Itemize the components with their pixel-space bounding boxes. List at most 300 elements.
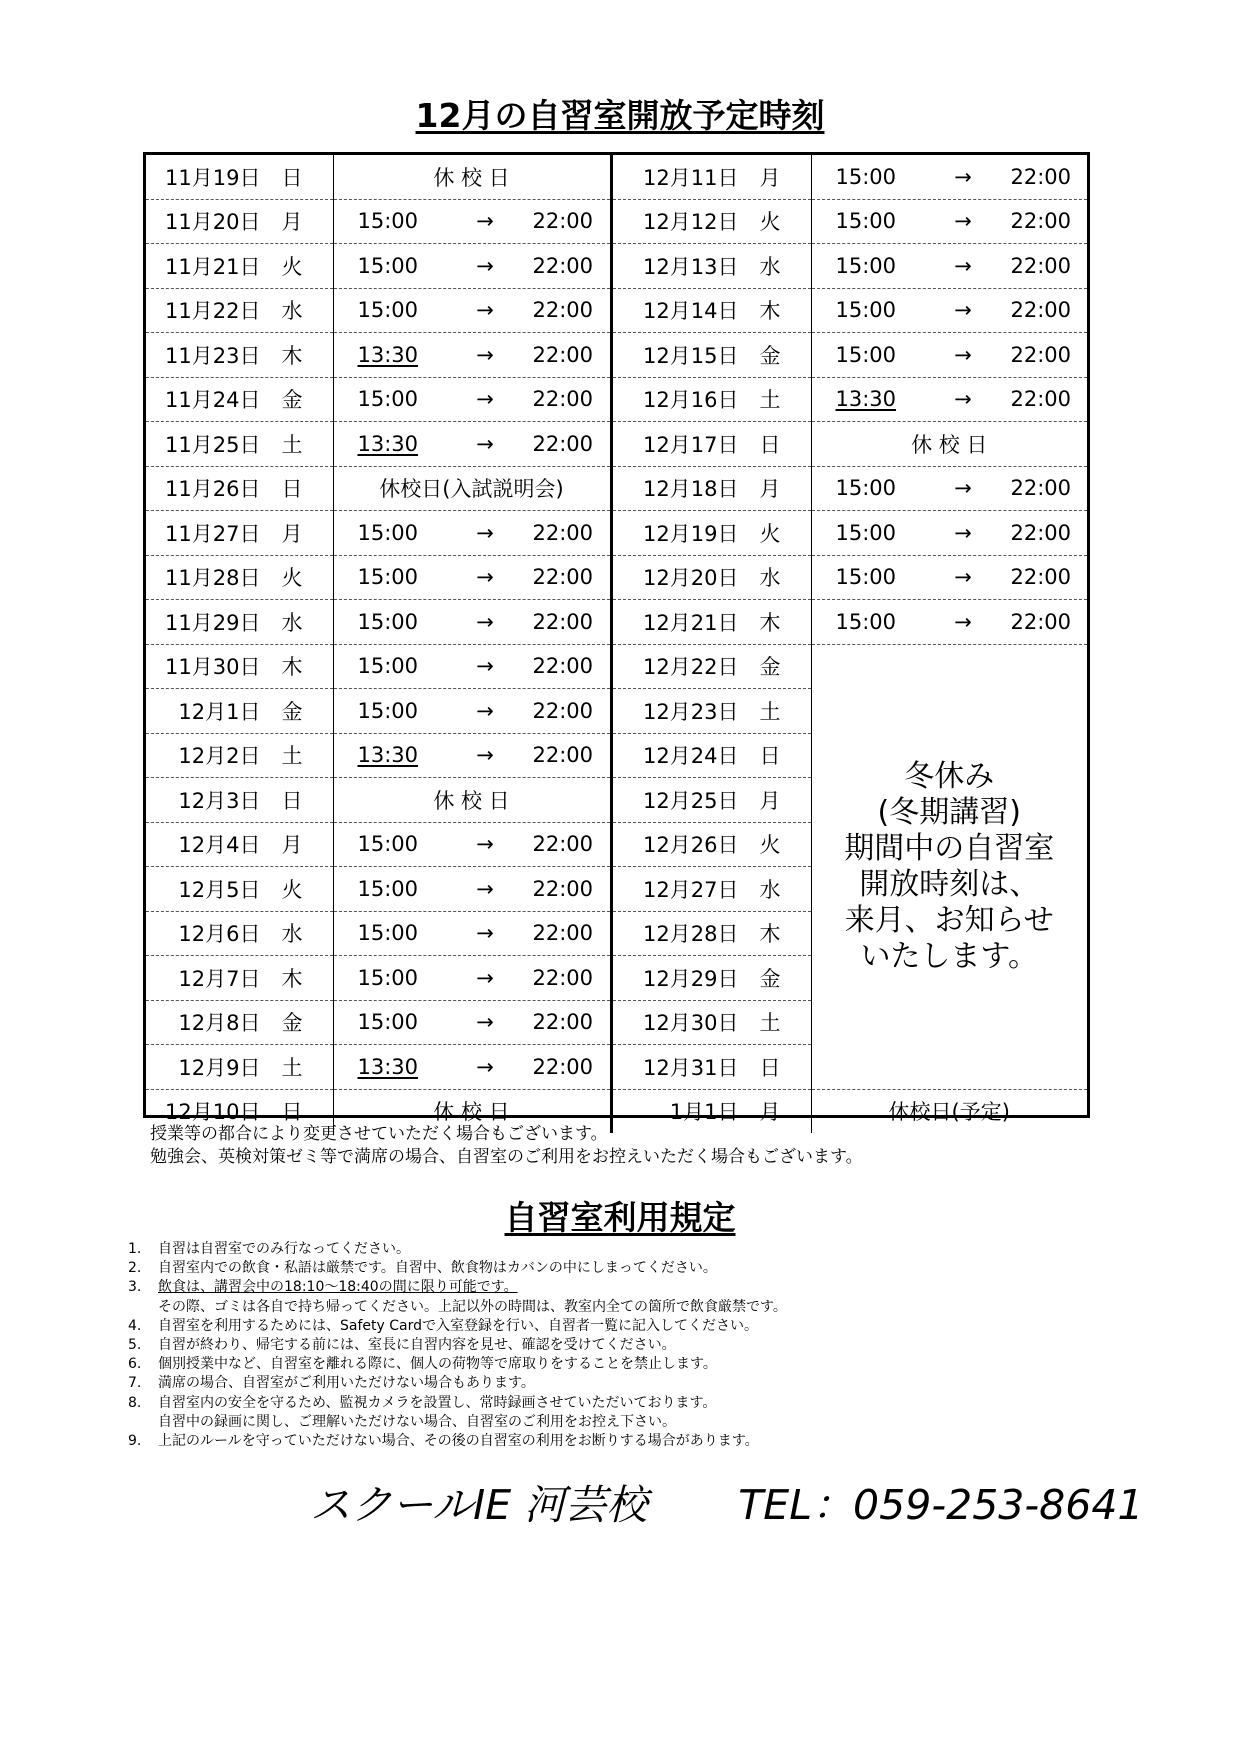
date-cell — [146, 911, 333, 956]
start-time: 15:00 — [835, 253, 897, 278]
date-text: 11月24日 — [165, 388, 261, 413]
rule-item — [128, 1413, 787, 1432]
end-time: 22:00 — [1010, 298, 1072, 323]
hours-cell — [333, 911, 611, 956]
arrow-icon: → — [954, 298, 972, 323]
start-time: 15:00 — [357, 832, 419, 857]
date-text: 12月13日 — [643, 254, 739, 279]
arrow-icon: → — [954, 342, 972, 367]
hours-cell — [811, 199, 1087, 244]
arrow-icon: → — [954, 253, 972, 278]
winter-notice-line: 来月、お知らせ — [844, 902, 1054, 938]
date-cell — [146, 555, 333, 600]
date-cell — [611, 778, 811, 823]
weekday-text: 火 — [281, 566, 303, 591]
date-cell — [146, 1045, 333, 1090]
schedule-row — [146, 333, 1087, 378]
date-text: 11月19日 — [165, 165, 261, 190]
date-text: 12月27日 — [643, 877, 739, 902]
schedule-row — [146, 155, 1087, 199]
start-time: 15:00 — [357, 654, 419, 679]
hours-cell — [333, 1045, 611, 1090]
rule-item — [128, 1317, 787, 1336]
hours-cell — [333, 822, 611, 867]
start-time: 13:30 — [357, 431, 419, 456]
rule-text: 上記のルールを守っていただけない場合、その後の自習室の利用をお断りする場合があります。 — [158, 1433, 759, 1450]
weekday-text: 月 — [759, 477, 781, 502]
weekday-text: 水 — [281, 299, 303, 324]
hours-cell — [333, 333, 611, 378]
schedule-row — [146, 377, 1087, 422]
date-cell — [146, 511, 333, 556]
date-text: 12月7日 — [178, 966, 261, 991]
date-cell — [611, 733, 811, 778]
weekday-text: 月 — [759, 788, 781, 813]
note-line: 勉強会、英検対策ゼミ等で満席の場合、自習室のご利用をお控えいただく場合もございます。 — [150, 1147, 863, 1167]
weekday-text: 木 — [281, 966, 303, 991]
date-cell — [611, 199, 811, 244]
weekday-text: 金 — [281, 699, 303, 724]
start-time: 15:00 — [357, 565, 419, 590]
date-text: 12月23日 — [643, 699, 739, 724]
hours-cell — [333, 555, 611, 600]
rule-text: 自習室内での飲食・私語は厳禁です。自習中、飲食物はカバンの中にしまってください。 — [158, 1260, 717, 1277]
date-cell — [146, 199, 333, 244]
date-text: 12月31日 — [643, 1055, 739, 1080]
winter-notice-line: 冬休み — [904, 758, 995, 794]
date-text: 12月14日 — [643, 299, 739, 324]
weekday-text: 月 — [759, 1100, 781, 1125]
arrow-icon: → — [476, 698, 494, 723]
rule-item — [128, 1278, 787, 1297]
date-text: 12月24日 — [643, 744, 739, 769]
date-text: 12月18日 — [643, 477, 739, 502]
rule-text: 飲食は、講習会中の18:10～18:40の間に限り可能です。 — [158, 1279, 518, 1296]
end-time: 22:00 — [532, 342, 594, 367]
arrow-icon: → — [954, 565, 972, 590]
end-time: 22:00 — [532, 965, 594, 990]
start-time: 15:00 — [835, 565, 897, 590]
end-time: 22:00 — [532, 298, 594, 323]
rule-number: 9. — [128, 1433, 142, 1450]
date-cell — [146, 778, 333, 823]
date-cell — [146, 377, 333, 422]
end-time: 22:00 — [1010, 476, 1072, 501]
weekday-text: 土 — [759, 1011, 781, 1036]
end-time: 22:00 — [532, 921, 594, 946]
date-cell — [611, 422, 811, 467]
schedule-row — [146, 555, 1087, 600]
schedule-row — [146, 511, 1087, 556]
hours-cell — [811, 333, 1087, 378]
date-text: 12月28日 — [643, 922, 739, 947]
hours-cell — [811, 466, 1087, 511]
weekday-text: 木 — [759, 610, 781, 635]
schedule-row — [146, 600, 1087, 645]
date-text: 11月29日 — [165, 610, 261, 635]
weekday-text: 土 — [759, 699, 781, 724]
date-text: 12月10日 — [165, 1100, 261, 1125]
date-cell — [611, 244, 811, 289]
arrow-icon: → — [954, 387, 972, 412]
date-text: 11月27日 — [165, 521, 261, 546]
date-text: 12月21日 — [643, 610, 739, 635]
date-text: 12月8日 — [178, 1011, 261, 1036]
rule-text: その際、ゴミは各自で持ち帰ってください。上記以外の時間は、教室内全ての箇所で飲食厳禁です。 — [158, 1298, 787, 1315]
rule-number: 1. — [128, 1241, 142, 1257]
weekday-text: 火 — [759, 521, 781, 546]
end-time: 22:00 — [532, 698, 594, 723]
end-time: 22:00 — [532, 743, 594, 768]
rule-item — [128, 1240, 787, 1259]
date-text: 1月1日 — [669, 1100, 739, 1125]
end-time: 22:00 — [532, 565, 594, 590]
weekday-text: 木 — [281, 343, 303, 368]
start-time: 15:00 — [357, 520, 419, 545]
date-cell — [611, 466, 811, 511]
date-text: 12月11日 — [643, 165, 739, 190]
date-text: 12月9日 — [178, 1055, 261, 1080]
start-time: 15:00 — [835, 164, 897, 189]
rule-number: 5. — [128, 1337, 142, 1354]
weekday-text: 土 — [281, 744, 303, 769]
weekday-text: 土 — [281, 432, 303, 457]
date-cell — [611, 867, 811, 912]
rule-item — [128, 1432, 787, 1451]
date-cell — [146, 867, 333, 912]
hours-cell — [811, 555, 1087, 600]
date-text: 12月15日 — [643, 343, 739, 368]
arrow-icon: → — [476, 387, 494, 412]
closed-cell: 休校日(予定) — [888, 1100, 1010, 1125]
date-cell — [146, 244, 333, 289]
date-text: 12月2日 — [178, 744, 261, 769]
arrow-icon: → — [476, 921, 494, 946]
closed-cell: 休 校 日 — [333, 778, 611, 823]
date-cell — [146, 1000, 333, 1045]
rules-list — [128, 1240, 787, 1451]
rule-item — [128, 1259, 787, 1278]
weekday-text: 水 — [281, 610, 303, 635]
date-cell — [611, 644, 811, 689]
date-text: 11月25日 — [165, 432, 261, 457]
arrow-icon: → — [476, 253, 494, 278]
date-cell — [611, 689, 811, 734]
date-text: 12月12日 — [643, 210, 739, 235]
hours-cell — [333, 1000, 611, 1045]
end-time: 22:00 — [1010, 164, 1072, 189]
winter-notice-cell — [811, 644, 1087, 1089]
end-time: 22:00 — [1010, 565, 1072, 590]
date-cell — [611, 555, 811, 600]
rule-text: 自習が終わり、帰宅する前には、室長に自習内容を見せ、確認を受けてください。 — [158, 1337, 676, 1354]
end-time: 22:00 — [532, 387, 594, 412]
hours-cell — [811, 377, 1087, 422]
rule-text: 自習中の録画に関し、ご理解いただけない場合、自習室のご利用をお控え下さい。 — [158, 1413, 676, 1430]
start-time: 13:30 — [835, 387, 897, 412]
rule-number: 3. — [128, 1279, 142, 1296]
hours-cell — [333, 377, 611, 422]
arrow-icon: → — [476, 965, 494, 990]
date-text: 11月28日 — [165, 566, 261, 591]
end-time: 22:00 — [532, 520, 594, 545]
hours-cell — [811, 511, 1087, 556]
date-cell — [146, 733, 333, 778]
start-time: 15:00 — [357, 921, 419, 946]
date-cell — [611, 377, 811, 422]
start-time: 13:30 — [357, 342, 419, 367]
date-cell — [146, 466, 333, 511]
end-time: 22:00 — [1010, 342, 1072, 367]
hours-cell — [811, 155, 1087, 199]
date-cell — [611, 1000, 811, 1045]
date-cell — [611, 911, 811, 956]
closed-cell: 休校日(入試説明会) — [333, 466, 611, 511]
arrow-icon: → — [476, 654, 494, 679]
date-cell — [611, 511, 811, 556]
date-text: 12月20日 — [643, 566, 739, 591]
end-time: 22:00 — [532, 1010, 594, 1035]
arrow-icon: → — [954, 520, 972, 545]
weekday-text: 木 — [759, 299, 781, 324]
arrow-icon: → — [476, 743, 494, 768]
start-time: 15:00 — [357, 1010, 419, 1035]
end-time: 22:00 — [532, 876, 594, 901]
arrow-icon: → — [954, 164, 972, 189]
rule-text: 自習室内の安全を守るため、監視カメラを設置し、常時録画させていただいております。 — [158, 1394, 717, 1411]
rule-text: 自習は自習室でのみ行なってください。 — [158, 1241, 410, 1257]
weekday-text: 土 — [759, 388, 781, 413]
schedule-row — [146, 466, 1087, 511]
date-cell — [146, 422, 333, 467]
schedule-row — [146, 244, 1087, 289]
start-time: 13:30 — [357, 743, 419, 768]
end-time: 22:00 — [1010, 387, 1072, 412]
arrow-icon: → — [476, 565, 494, 590]
arrow-icon: → — [476, 1010, 494, 1035]
date-cell — [611, 956, 811, 1001]
arrow-icon: → — [954, 609, 972, 634]
hours-cell — [333, 422, 611, 467]
weekday-text: 火 — [281, 877, 303, 902]
hours-cell — [333, 956, 611, 1001]
date-cell — [146, 333, 333, 378]
date-text: 12月26日 — [643, 833, 739, 858]
date-text: 12月25日 — [643, 788, 739, 813]
rule-number: 8. — [128, 1394, 142, 1411]
weekday-text: 日 — [759, 1055, 781, 1080]
weekday-text: 月 — [281, 210, 303, 235]
weekday-text: 日 — [759, 744, 781, 769]
weekday-text: 日 — [281, 477, 303, 502]
weekday-text: 日 — [281, 165, 303, 190]
date-text: 12月29日 — [643, 966, 739, 991]
weekday-text: 日 — [281, 788, 303, 813]
date-cell — [146, 600, 333, 645]
start-time: 15:00 — [357, 387, 419, 412]
arrow-icon: → — [476, 876, 494, 901]
winter-notice-line: 期間中の自習室 — [844, 830, 1055, 866]
rule-text: 満席の場合、自習室がご利用いただけない場合もあります。 — [158, 1375, 535, 1392]
weekday-text: 火 — [759, 833, 781, 858]
date-text: 12月16日 — [643, 388, 739, 413]
start-time: 15:00 — [835, 476, 897, 501]
end-time: 22:00 — [1010, 209, 1072, 234]
arrow-icon: → — [954, 476, 972, 501]
weekday-text: 金 — [281, 388, 303, 413]
hours-cell — [333, 689, 611, 734]
schedule-row — [146, 199, 1087, 244]
rule-text: 自習室を利用するためには、Safety Cardで入室登録を行い、自習者一覧に記入してください。 — [158, 1317, 758, 1334]
weekday-text: 水 — [281, 922, 303, 947]
weekday-text: 木 — [759, 922, 781, 947]
date-text: 12月1日 — [178, 699, 261, 724]
weekday-text: 月 — [759, 165, 781, 190]
end-time: 22:00 — [1010, 520, 1072, 545]
end-time: 22:00 — [532, 209, 594, 234]
hours-cell — [333, 600, 611, 645]
end-time: 22:00 — [532, 1054, 594, 1079]
end-time: 22:00 — [532, 431, 594, 456]
date-cell — [146, 155, 333, 199]
hours-cell — [811, 600, 1087, 645]
date-cell — [611, 155, 811, 199]
start-time: 15:00 — [357, 253, 419, 278]
start-time: 15:00 — [835, 298, 897, 323]
hours-cell — [333, 288, 611, 333]
hours-cell — [333, 244, 611, 289]
schedule-row — [146, 288, 1087, 333]
winter-notice-line: いたします。 — [860, 938, 1039, 974]
end-time: 22:00 — [532, 253, 594, 278]
weekday-text: 水 — [759, 566, 781, 591]
date-text: 11月22日 — [165, 299, 261, 324]
date-text: 12月22日 — [643, 655, 739, 680]
weekday-text: 水 — [759, 877, 781, 902]
rule-item — [128, 1374, 787, 1393]
hours-cell — [333, 511, 611, 556]
date-text: 12月17日 — [643, 432, 739, 457]
end-time: 22:00 — [532, 654, 594, 679]
weekday-text: 金 — [759, 655, 781, 680]
arrow-icon: → — [476, 520, 494, 545]
weekday-text: 火 — [759, 210, 781, 235]
hours-cell — [811, 288, 1087, 333]
rule-number: 4. — [128, 1317, 142, 1334]
arrow-icon: → — [476, 209, 494, 234]
hours-cell — [333, 644, 611, 689]
note-line: 授業等の都合により変更させていただく場合もございます。 — [150, 1124, 608, 1144]
rule-number: 6. — [128, 1356, 142, 1373]
weekday-text: 火 — [281, 254, 303, 279]
rule-item — [128, 1336, 787, 1355]
phone-number: TEL：059-253-8641 — [738, 1481, 1144, 1529]
notes — [150, 1123, 863, 1169]
weekday-text: 土 — [281, 1055, 303, 1080]
rule-text: 個別授業中など、自習室を離れる際に、個人の荷物等で席取りをすることを禁止します。 — [158, 1356, 717, 1373]
arrow-icon: → — [476, 832, 494, 857]
weekday-text: 日 — [759, 432, 781, 457]
rule-item — [128, 1355, 787, 1374]
start-time: 15:00 — [835, 342, 897, 367]
date-cell — [611, 600, 811, 645]
date-text: 11月23日 — [165, 343, 261, 368]
start-time: 15:00 — [357, 698, 419, 723]
date-cell — [611, 333, 811, 378]
arrow-icon: → — [476, 298, 494, 323]
date-cell — [146, 288, 333, 333]
date-text: 11月21日 — [165, 254, 261, 279]
date-text: 11月20日 — [165, 210, 261, 235]
schedule-table — [143, 152, 1090, 1125]
end-time: 22:00 — [1010, 609, 1072, 634]
rule-item — [128, 1298, 787, 1317]
arrow-icon: → — [476, 431, 494, 456]
schedule-row — [146, 422, 1087, 467]
closed-cell: 休 校 日 — [811, 422, 1087, 467]
start-time: 15:00 — [835, 520, 897, 545]
date-cell — [146, 644, 333, 689]
rule-number: 7. — [128, 1375, 142, 1392]
end-time: 22:00 — [532, 832, 594, 857]
date-text: 12月19日 — [643, 521, 739, 546]
footer — [310, 1472, 1144, 1531]
weekday-text: 金 — [759, 343, 781, 368]
date-text: 12月4日 — [178, 833, 261, 858]
hours-cell — [333, 199, 611, 244]
weekday-text: 木 — [281, 655, 303, 680]
rule-item — [128, 1394, 787, 1413]
date-cell — [611, 822, 811, 867]
date-text: 12月6日 — [178, 922, 261, 947]
winter-notice-line: 開放時刻は、 — [859, 866, 1040, 902]
start-time: 15:00 — [357, 609, 419, 634]
rule-number: 2. — [128, 1260, 142, 1277]
closed-cell: 休 校 日 — [333, 155, 611, 199]
date-text: 12月5日 — [178, 877, 261, 902]
start-time: 15:00 — [835, 209, 897, 234]
start-time: 15:00 — [357, 965, 419, 990]
date-cell — [146, 956, 333, 1001]
weekday-text: 金 — [759, 966, 781, 991]
closed-cell: 休 校 日 — [333, 1089, 611, 1133]
start-time: 13:30 — [357, 1054, 419, 1079]
date-cell — [611, 1045, 811, 1090]
arrow-icon: → — [476, 342, 494, 367]
schedule-row — [146, 644, 1087, 689]
date-text: 12月30日 — [643, 1011, 739, 1036]
date-cell — [146, 689, 333, 734]
weekday-text: 月 — [281, 833, 303, 858]
start-time: 15:00 — [357, 298, 419, 323]
date-text: 11月26日 — [165, 477, 261, 502]
weekday-text: 日 — [281, 1100, 303, 1125]
end-time: 22:00 — [532, 609, 594, 634]
start-time: 15:00 — [357, 209, 419, 234]
hours-cell — [333, 867, 611, 912]
date-text: 11月30日 — [165, 655, 261, 680]
start-time: 15:00 — [835, 609, 897, 634]
weekday-text: 月 — [281, 521, 303, 546]
arrow-icon: → — [476, 1054, 494, 1079]
date-cell — [146, 822, 333, 867]
date-text: 12月3日 — [178, 788, 261, 813]
date-cell — [611, 288, 811, 333]
hours-cell — [811, 244, 1087, 289]
arrow-icon: → — [476, 609, 494, 634]
end-time: 22:00 — [1010, 253, 1072, 278]
start-time: 15:00 — [357, 876, 419, 901]
